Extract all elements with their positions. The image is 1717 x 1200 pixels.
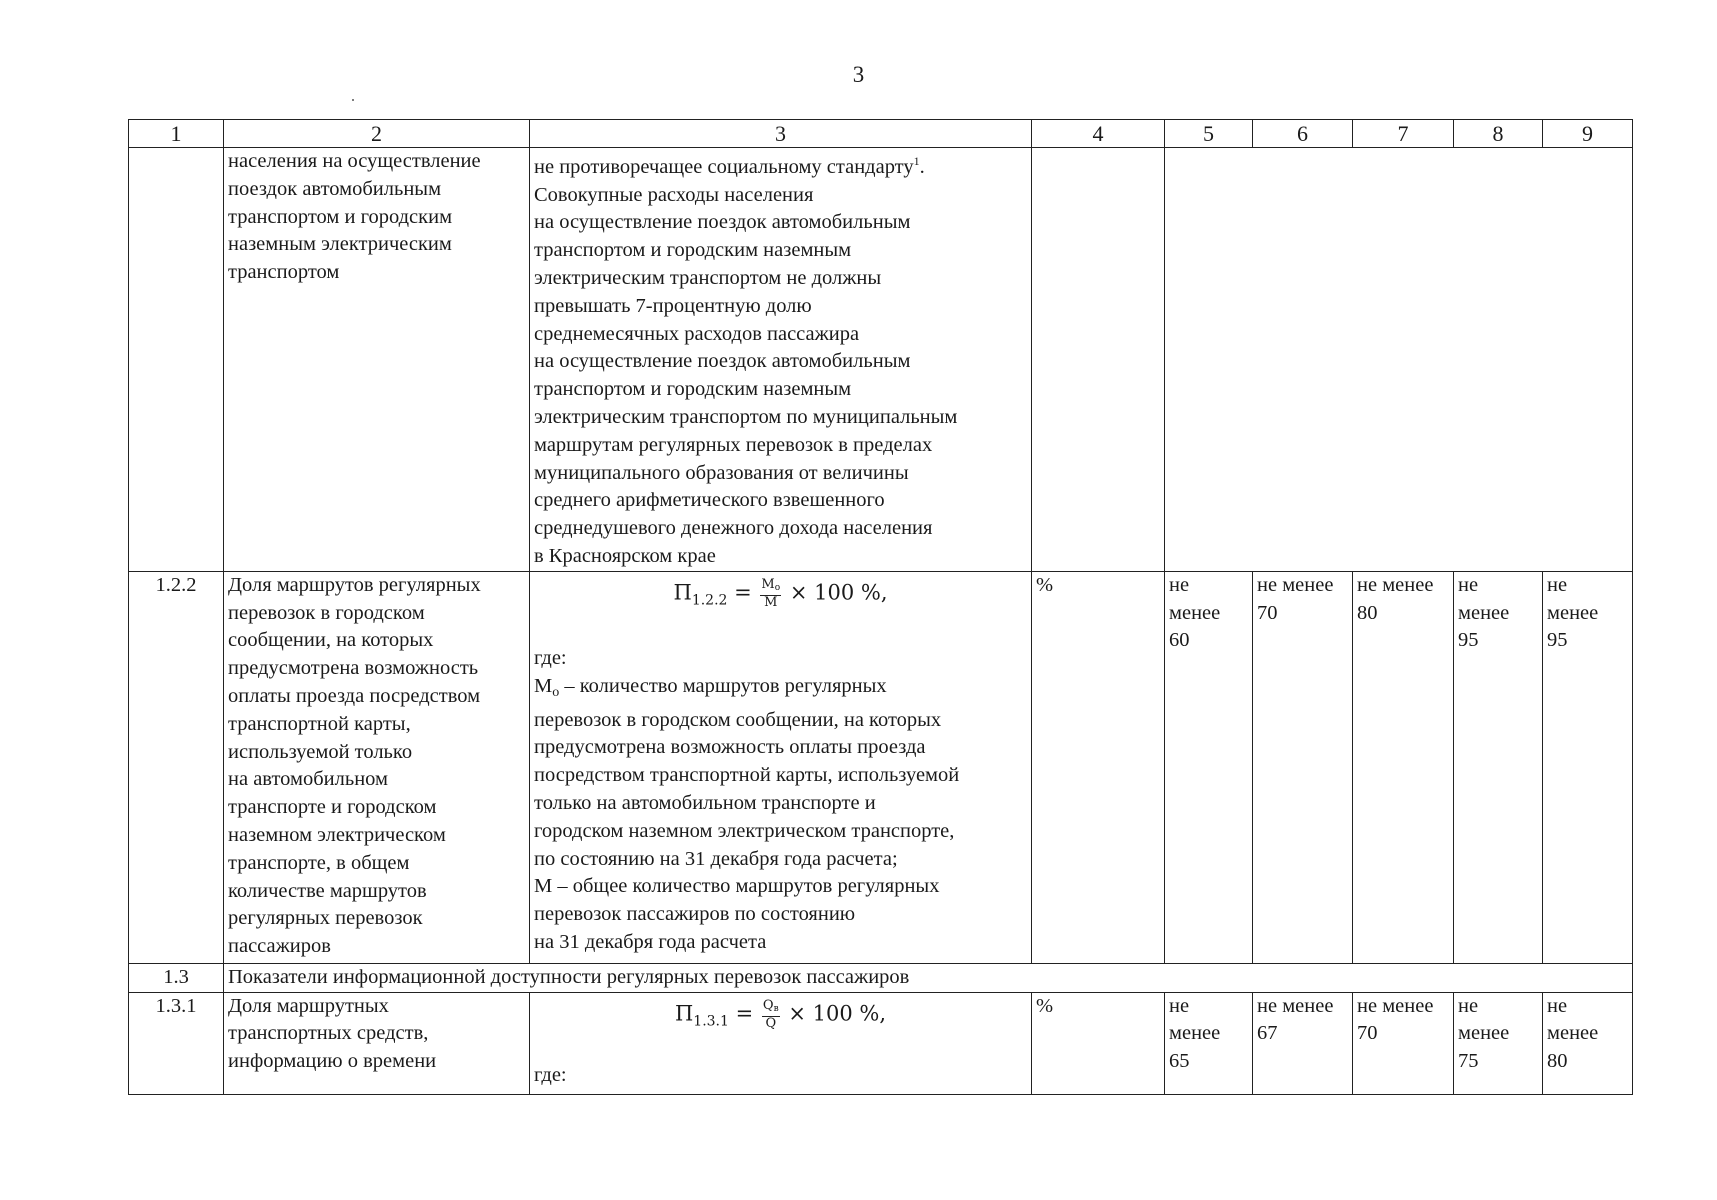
value-cell-col7 <box>1353 571 1454 963</box>
value-line: менее <box>1169 601 1221 624</box>
text-line: превышать 7-процентную долю <box>534 294 812 317</box>
value-line: 95 <box>1458 629 1479 652</box>
method-cell <box>530 148 1032 572</box>
variable-definition: – количество маршрутов регулярных <box>564 674 887 697</box>
table-row-1-3 <box>129 963 1633 992</box>
text-line: среднедушевого денежного дохода населения <box>534 517 933 540</box>
text-line: только на автомобильном транспорте и <box>534 792 876 815</box>
text-line: муниципального образования от величины <box>534 461 909 484</box>
text-line: электрическим транспортом по муниципальным <box>534 406 958 428</box>
row-number: 1.3 <box>129 963 224 992</box>
text-line: М – общее количество маршрутов регулярных <box>534 875 940 898</box>
formula-lhs-subscript: 1.2.2 <box>691 592 728 609</box>
page-number: 3 <box>852 62 865 87</box>
formula-rest: × 100 %, <box>789 580 888 605</box>
formula-fraction <box>762 999 780 1031</box>
indicator-table <box>128 119 1633 1095</box>
value-cell-col5 <box>1165 992 1253 1094</box>
fraction-numerator <box>762 999 780 1017</box>
text-line: транспортной карты, <box>228 712 411 735</box>
value-line: 70 <box>1257 601 1278 624</box>
column-header: 8 <box>1454 120 1543 148</box>
method-first-tail: . <box>919 155 925 178</box>
formula-equals: = <box>735 1001 754 1026</box>
text-line: перевозок в городском <box>228 601 425 624</box>
value-line: не <box>1458 573 1479 596</box>
value-line: не менее <box>1357 994 1434 1017</box>
fraction-denominator: М <box>764 594 778 610</box>
value-cell-col8 <box>1454 571 1543 963</box>
scan-speck <box>352 99 354 101</box>
indicator-name-cell <box>224 992 530 1094</box>
formula <box>534 578 1027 615</box>
text-line: пассажиров <box>228 935 331 958</box>
footnote-marker: 1 <box>913 154 920 168</box>
method-first-text: не противоречащее социальному стандарту <box>534 155 914 178</box>
unit-cell: % <box>1032 992 1165 1094</box>
text-line: информацию о времени <box>228 1050 437 1073</box>
formula-lhs: П <box>674 1001 694 1026</box>
variable-subscript: о <box>552 684 560 700</box>
column-header: 3 <box>530 120 1032 148</box>
column-header: 4 <box>1032 120 1165 148</box>
value-line: менее <box>1547 601 1599 624</box>
value-cell-col9 <box>1543 992 1633 1094</box>
numerator-subscript: о <box>774 582 781 593</box>
value-line: не менее <box>1257 994 1334 1017</box>
text-line: сообщении, на которых <box>228 629 434 652</box>
text-line: транспорте и городском <box>228 796 437 819</box>
row-number: 1.2.2 <box>129 571 224 963</box>
text-line: Доля маршрутных <box>228 994 389 1017</box>
text-line: городском наземном электрическом транспорте, <box>534 819 955 842</box>
indicator-name-cell <box>224 571 530 963</box>
text-line: транспорте, в общем <box>228 851 410 874</box>
fraction-denominator: Q <box>765 1015 777 1031</box>
text-line: поездок автомобильным <box>228 177 442 200</box>
value-cell-col7 <box>1353 992 1454 1094</box>
column-header: 5 <box>1165 120 1253 148</box>
text-line: оплаты проезда посредством <box>228 684 481 707</box>
value-line: 80 <box>1547 1050 1568 1073</box>
text-line: перевозок пассажиров по состоянию <box>534 903 856 926</box>
value-line: не <box>1169 994 1190 1017</box>
column-header: 2 <box>224 120 530 148</box>
text-line: наземном электрическом <box>228 823 446 846</box>
value-line: 80 <box>1357 601 1378 624</box>
text-line: на осуществление поездок автомобильным <box>534 211 911 234</box>
text-line: регулярных перевозок <box>228 907 423 930</box>
text-line: количестве маршрутов <box>228 879 427 902</box>
row-number: 1.3.1 <box>129 992 224 1094</box>
method-cell <box>530 571 1032 963</box>
column-header: 7 <box>1353 120 1454 148</box>
text-line: населения на осуществление <box>228 150 481 172</box>
value-line: не <box>1169 573 1190 596</box>
value-cell-col6 <box>1253 992 1353 1094</box>
value-line: 75 <box>1458 1050 1479 1073</box>
value-line: 67 <box>1257 1022 1278 1045</box>
text-line: перевозок в городском сообщении, на которых <box>534 708 942 731</box>
table-row-1-2-2 <box>129 571 1633 963</box>
numerator-symbol: Q <box>762 997 774 1013</box>
value-cell-col6 <box>1253 571 1353 963</box>
formula-lhs: П <box>673 580 692 605</box>
value-line: 65 <box>1169 1050 1190 1073</box>
text-line: электрическим транспортом не должны <box>534 267 882 290</box>
column-header: 6 <box>1253 120 1353 148</box>
text-line: транспортом и городским наземным <box>534 239 852 262</box>
value-line: менее <box>1547 1022 1599 1045</box>
numerator-subscript: в <box>773 1003 779 1014</box>
value-cell-col9 <box>1543 571 1633 963</box>
row-number-cell <box>129 148 224 572</box>
value-cell-col8 <box>1454 992 1543 1094</box>
section-title: Показатели информационной доступности регулярных перевозок пассажиров <box>224 963 1633 992</box>
text-line: Совокупные расходы населения <box>534 183 814 206</box>
value-line: не менее <box>1257 573 1334 596</box>
formula-fraction <box>760 578 781 610</box>
value-line: 70 <box>1357 1022 1378 1045</box>
text-line: на 31 декабря года расчета <box>534 931 767 954</box>
unit-cell: % <box>1032 571 1165 963</box>
text-line: по состоянию на 31 декабря года расчета; <box>534 847 898 870</box>
value-line: менее <box>1458 1022 1510 1045</box>
value-line: 95 <box>1547 629 1568 652</box>
formula-equals: = <box>734 580 752 605</box>
text-line: транспортом и городским <box>228 205 453 228</box>
value-line: не <box>1458 994 1479 1017</box>
method-cell <box>530 992 1032 1094</box>
table-row-1-3-1 <box>129 992 1633 1094</box>
text-line <box>534 148 1027 182</box>
value-line: менее <box>1458 601 1510 624</box>
text-line: среднемесячных расходов пассажира <box>534 322 860 345</box>
text-line: наземным электрическим <box>228 233 452 256</box>
unit-cell <box>1032 148 1165 572</box>
text-line: транспортом и городским наземным <box>534 378 852 401</box>
text-line: в Красноярском крае <box>534 544 716 567</box>
text-line: маршрутам регулярных перевозок в пределах <box>534 433 933 456</box>
value-line: не менее <box>1357 573 1434 596</box>
column-header: 1 <box>129 120 224 148</box>
value-line: не <box>1547 994 1568 1017</box>
table-row-continued <box>129 148 1633 572</box>
value-cell-col5 <box>1165 571 1253 963</box>
value-line: менее <box>1169 1022 1221 1045</box>
value-line: не <box>1547 573 1568 596</box>
text-line: посредством транспортной карты, используемой <box>534 764 960 787</box>
variable-symbol: М <box>534 674 553 697</box>
where-label: где: <box>534 647 567 670</box>
text-line: предусмотрена возможность оплаты проезда <box>534 736 926 759</box>
numerator-symbol: М <box>761 576 775 592</box>
indicator-name-cell <box>224 148 530 572</box>
text-line: на осуществление поездок автомобильным <box>534 350 911 373</box>
text-line: Доля маршрутов регулярных <box>228 573 481 596</box>
text-line <box>534 673 1027 707</box>
text-line: предусмотрена возможность <box>228 657 479 680</box>
fraction-numerator <box>760 578 781 596</box>
text-line: транспортом <box>228 261 340 284</box>
text-line: на автомобильном <box>228 768 389 791</box>
formula <box>534 999 1027 1036</box>
formula-lhs-subscript: 1.3.1 <box>693 1013 729 1030</box>
where-label: где: <box>534 1063 567 1086</box>
text-line: используемой только <box>228 740 413 763</box>
text-line: среднего арифметического взвешенного <box>534 489 885 512</box>
values-cell-merged <box>1165 148 1633 572</box>
column-header: 9 <box>1543 120 1633 148</box>
formula-rest: × 100 %, <box>788 1001 887 1026</box>
text-line: транспортных средств, <box>228 1022 429 1045</box>
value-line: 60 <box>1169 629 1190 652</box>
column-header-row <box>129 120 1633 148</box>
